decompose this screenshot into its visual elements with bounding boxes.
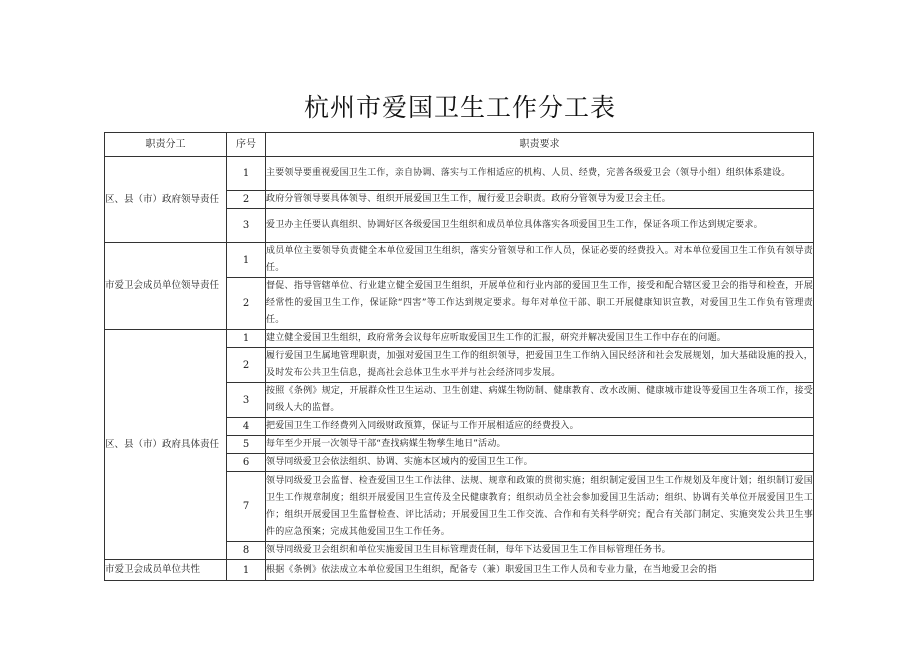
req-cell: 政府分管领导要具体领导、组织开展爱国卫生工作，履行爱卫会职责。政府分管领导为爱卫会主任。 — [266, 191, 814, 209]
num-cell: 1 — [227, 243, 266, 278]
req-cell: 根据《条例》依法成立本单位爱国卫生组织，配备专（兼）职爱国卫生工作人员和专业力量，在当地爱卫会的指 — [266, 560, 814, 581]
num-cell: 1 — [227, 157, 266, 191]
header-row — [105, 133, 814, 157]
num-cell: 8 — [227, 542, 266, 560]
req-cell: 督促、指导管辖单位、行业建立健全爱国卫生组织，开展单位和行业内部的爱国卫生工作，接受和配合辖区爱卫会的指导和检查，开展经常性的爱国卫生工作，保证除“四害”等工作达到规定要求。每年对单位干部、职工开展健康知识宣教，对爱国卫生工作负有管理责任。 — [266, 278, 814, 330]
header-req: 职责要求 — [266, 133, 814, 157]
role-cell: 区、县（市）政府具体责任 — [105, 330, 227, 560]
num-cell: 2 — [227, 348, 266, 383]
req-cell: 按照《条例》规定，开展群众性卫生运动、卫生创建、病媒生物防制、健康教育、改水改厕、健康城市建设等爱国卫生各项工作，接受同级人大的监督。 — [266, 383, 814, 418]
req-cell: 把爱国卫生工作经费列入同级财政预算，保证与工作开展相适应的经费投入。 — [266, 418, 814, 436]
req-cell: 领导同级爱卫会组织和单位实施爱国卫生目标管理责任制，每年下达爱国卫生工作目标管理任务书。 — [266, 542, 814, 560]
req-cell: 主要领导要重视爱国卫生工作，亲自协调、落实与工作相适应的机构、人员、经费，完善各级爱卫会（领导小组）组织体系建设。 — [266, 157, 814, 191]
num-cell: 3 — [227, 209, 266, 243]
table-row — [105, 243, 814, 278]
table-row — [105, 330, 814, 348]
req-cell: 领导同级爱卫会依法组织、协调、实施本区域内的爱国卫生工作。 — [266, 454, 814, 472]
header-role: 职责分工 — [105, 133, 227, 157]
role-cell: 市爱卫会成员单位共性 — [105, 560, 227, 581]
num-cell: 2 — [227, 191, 266, 209]
num-cell: 3 — [227, 383, 266, 418]
req-cell: 成员单位主要领导负责健全本单位爱国卫生组织，落实分管领导和工作人员，保证必要的经费投入。对本单位爱国卫生工作负有领导责任。 — [266, 243, 814, 278]
table-row — [105, 157, 814, 191]
req-cell: 建立健全爱国卫生组织，政府常务会议每年应听取爱国卫生工作的汇报，研究并解决爱国卫生工作中存在的问题。 — [266, 330, 814, 348]
req-cell: 爱卫办主任要认真组织、协调好区各级爱国卫生组织和成员单位具体落实各项爱国卫生工作，保证各项工作达到规定要求。 — [266, 209, 814, 243]
header-num: 序号 — [227, 133, 266, 157]
table-row — [105, 560, 814, 581]
req-cell: 每年至少开展一次领导干部“查找病媒生物孳生地日”活动。 — [266, 436, 814, 454]
num-cell: 4 — [227, 418, 266, 436]
req-cell: 履行爱国卫生属地管理职责，加强对爱国卫生工作的组织领导，把爱国卫生工作纳入国民经济和社会发展规划，加大基础设施的投入，及时发布公共卫生信息，提高社会总体卫生水平并与社会经济同步发展。 — [266, 348, 814, 383]
num-cell: 6 — [227, 454, 266, 472]
num-cell: 5 — [227, 436, 266, 454]
num-cell: 7 — [227, 472, 266, 542]
role-cell: 市爱卫会成员单位领导责任 — [105, 243, 227, 330]
role-cell: 区、县（市）政府领导责任 — [105, 157, 227, 243]
num-cell: 2 — [227, 278, 266, 330]
page-title: 杭州市爱国卫生工作分工表 — [303, 93, 616, 122]
req-cell: 领导同级爱卫会监督、检查爱国卫生工作法律、法规、规章和政策的贯彻实施；组织制定爱国卫生工作规划及年度计划；组织制订爱国卫生工作规章制度；组织开展爱国卫生宣传及全民健康教育；组织动员全社会参加爱国卫生活动；组织、协调有关单位开展爱国卫生工作；组织开展爱国卫生监督检查、评比活动；开展爱国卫生工作交流、合作和有关科学研究；配合有关部门制定、实施突发公共卫生事件的应急预案；完成其他爱国卫生工作任务。 — [266, 472, 814, 542]
num-cell: 1 — [227, 560, 266, 581]
duty-table — [104, 132, 814, 581]
num-cell: 1 — [227, 330, 266, 348]
